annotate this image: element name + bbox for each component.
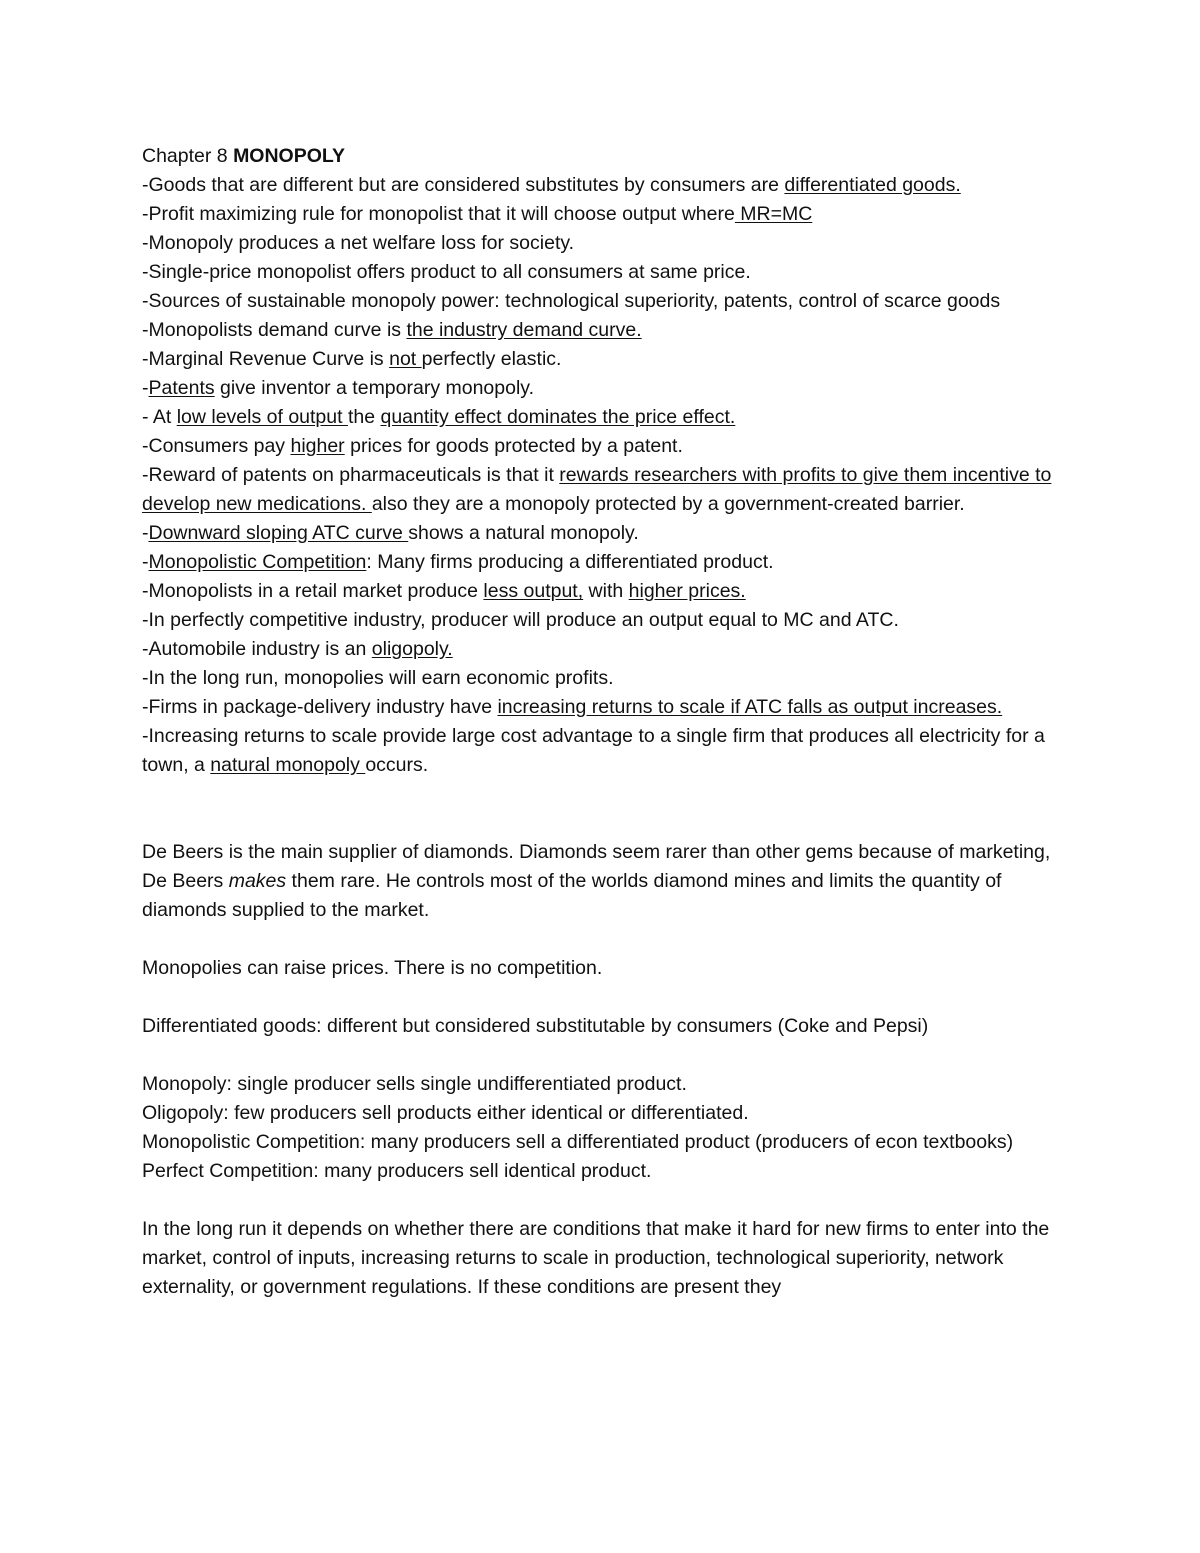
underlined-text: higher	[290, 435, 345, 457]
text-run: -Firms in package-delivery industry have	[142, 696, 498, 718]
note-line	[142, 258, 1072, 287]
note-line	[142, 287, 1072, 316]
note-line	[142, 664, 1072, 693]
note-line	[142, 432, 1072, 461]
notes-list	[142, 171, 1072, 780]
underlined-text: higher prices.	[628, 580, 746, 602]
underlined-text: not	[389, 348, 422, 370]
underlined-text: MR=MC	[734, 203, 813, 225]
text-run: -Consumers pay	[142, 435, 291, 457]
note-line	[142, 519, 1072, 548]
text-run: -Goods that are different but are considered substitutes by consumers are	[142, 174, 785, 196]
note-line	[142, 548, 1072, 577]
text-run: : Many firms producing a differentiated product.	[366, 551, 774, 573]
chapter-title: MONOPOLY	[233, 145, 346, 167]
text-run: In the long run it depends on whether there are conditions that make it hard for new firms to enter into the market, control of inputs, increasing returns to scale in production, technological superiority, network externality, or government regulations. If these conditions are present they	[142, 1218, 1050, 1298]
note-line	[142, 171, 1072, 200]
paragraph	[142, 1012, 1072, 1041]
text-run: the	[347, 406, 381, 428]
text-run: -Monopolists demand curve is	[142, 319, 407, 341]
text-run: them rare. He controls most of the worlds diamond mines and limits the quantity of diamonds supplied to the market.	[142, 870, 1002, 921]
text-run: Differentiated goods: different but considered substitutable by consumers (Coke and Pepsi)	[142, 1015, 929, 1037]
note-line	[142, 577, 1072, 606]
text-run: -Increasing returns to scale provide large cost advantage to a single firm that produces all electricity for a town, a	[142, 725, 1045, 776]
text-run: Oligopoly: few producers sell products either identical or differentiated.	[142, 1102, 749, 1124]
underlined-text: low levels of output	[176, 406, 348, 428]
text-run: also they are a monopoly protected by a government-created barrier.	[371, 493, 965, 515]
text-run: -Marginal Revenue Curve is	[142, 348, 390, 370]
note-line	[142, 200, 1072, 229]
summary-sections	[142, 838, 1072, 1302]
paragraph	[142, 1157, 1072, 1186]
note-line	[142, 345, 1072, 374]
note-line	[142, 403, 1072, 432]
underlined-text: increasing returns to scale if ATC falls as output increases.	[497, 696, 1003, 718]
paragraph	[142, 1215, 1072, 1302]
italic-text: makes	[228, 870, 287, 892]
text-run: -In perfectly competitive industry, producer will produce an output equal to MC and ATC.	[142, 609, 899, 631]
text-run: Perfect Competition: many producers sell identical product.	[142, 1160, 652, 1182]
text-run: -Monopolists in a retail market produce	[142, 580, 484, 602]
note-line	[142, 606, 1072, 635]
text-run: Monopoly: single producer sells single undifferentiated product.	[142, 1073, 687, 1095]
underlined-text: natural monopoly	[210, 754, 366, 776]
note-line	[142, 693, 1072, 722]
note-line	[142, 635, 1072, 664]
text-run: -	[142, 551, 149, 573]
note-line	[142, 722, 1072, 780]
text-run: -	[142, 522, 149, 544]
underlined-text: Downward sloping ATC curve	[148, 522, 409, 544]
text-run: -In the long run, monopolies will earn economic profits.	[142, 667, 614, 689]
text-run: - At	[142, 406, 177, 428]
text-run: with	[583, 580, 629, 602]
underlined-text: Patents	[148, 377, 215, 399]
chapter-heading	[142, 142, 1072, 171]
text-run: Monopolistic Competition: many producers sell a differentiated product (producers of econ textbooks)	[142, 1131, 1014, 1153]
text-run: -	[142, 377, 149, 399]
document-page	[142, 142, 1072, 1302]
paragraph	[142, 954, 1072, 983]
text-run: De Beers is the main supplier of diamonds. Diamonds seem rarer than other gems because of marketing, De Beers	[142, 841, 1051, 892]
note-line	[142, 316, 1072, 345]
text-run: -Monopoly produces a net welfare loss for society.	[142, 232, 575, 254]
text-run: -Automobile industry is an	[142, 638, 372, 660]
text-run: -Single-price monopolist offers product to all consumers at same price.	[142, 261, 751, 283]
underlined-text: differentiated goods.	[784, 174, 961, 196]
text-run: give inventor a temporary monopoly.	[214, 377, 535, 399]
underlined-text: rewards researchers with profits to give them incentive to develop new medications.	[142, 464, 1052, 515]
text-run: -Reward of patents on pharmaceuticals is that it	[142, 464, 560, 486]
text-run: -Sources of sustainable monopoly power: technological superiority, patents, control of scarce goods	[142, 290, 1001, 312]
paragraph	[142, 1070, 1072, 1099]
underlined-text: the industry demand curve.	[406, 319, 642, 341]
note-line	[142, 461, 1072, 519]
underlined-text: less output,	[483, 580, 584, 602]
text-run: occurs.	[365, 754, 429, 776]
text-run: prices for goods protected by a patent.	[344, 435, 683, 457]
note-line	[142, 374, 1072, 403]
text-run: -Profit maximizing rule for monopolist that it will choose output where	[142, 203, 735, 225]
chapter-prefix: Chapter 8	[142, 145, 234, 167]
paragraph	[142, 1099, 1072, 1128]
paragraph	[142, 1128, 1072, 1157]
note-line	[142, 229, 1072, 258]
underlined-text: quantity effect dominates the price effect.	[380, 406, 736, 428]
text-run: perfectly elastic.	[421, 348, 562, 370]
underlined-text: Monopolistic Competition	[148, 551, 367, 573]
paragraph	[142, 838, 1072, 925]
text-run: shows a natural monopoly.	[408, 522, 639, 544]
text-run: Monopolies can raise prices. There is no competition.	[142, 957, 603, 979]
underlined-text: oligopoly.	[371, 638, 453, 660]
